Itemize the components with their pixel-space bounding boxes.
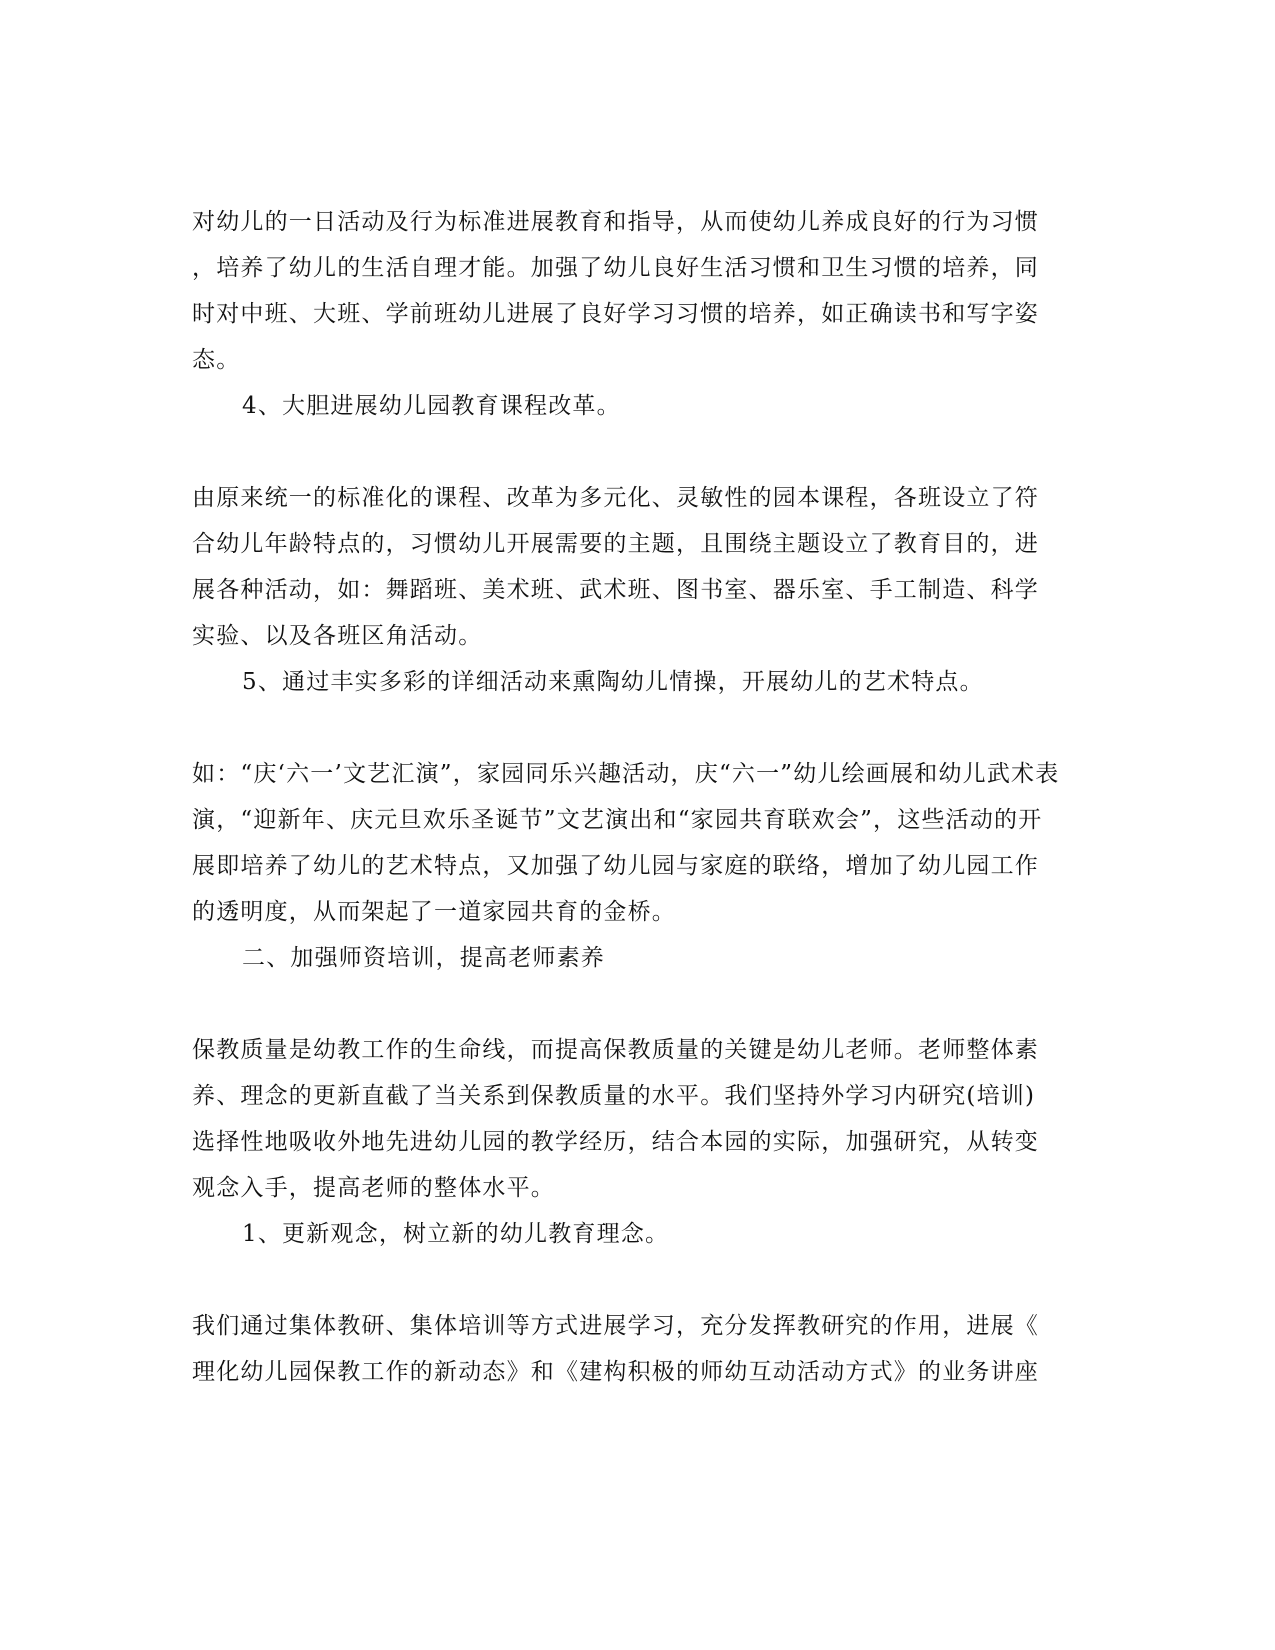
text-line: 如：“庆‘六一’文艺汇演”，家园同乐兴趣活动，庆“六一”幼儿绘画展和幼儿武术表 — [192, 761, 1060, 787]
text-line: 对幼儿的一日活动及行为标准进展教育和指导，从而使幼儿养成良好的行为习惯 — [192, 209, 1039, 235]
text-line: 保教质量是幼教工作的生命线，而提高保教质量的关键是幼儿老师。老师整体素 — [192, 1037, 1039, 1063]
text-line: 态。 — [192, 347, 241, 373]
text-line: 实验、以及各班区角活动。 — [192, 623, 483, 649]
text-line: 观念入手，提高老师的整体水平。 — [192, 1175, 555, 1201]
section-heading: 4、大胆进展幼儿园教育课程改革。 — [242, 393, 621, 419]
text-line: 的透明度，从而架起了一道家园共育的金桥。 — [192, 899, 676, 925]
text-line: 演，“迎新年、庆元旦欢乐圣诞节”文艺演出和“家园共育联欢会”，这些活动的开 — [192, 807, 1043, 833]
text-line: 时对中班、大班、学前班幼儿进展了良好学习习惯的培养，如正确读书和写字姿 — [192, 301, 1039, 327]
section-heading: 5、通过丰实多彩的详细活动来熏陶幼儿情操，开展幼儿的艺术特点。 — [242, 669, 984, 695]
text-line: ，培养了幼儿的生活自理才能。加强了幼儿良好生活习惯和卫生习惯的培养，同 — [192, 255, 1039, 281]
text-line: 合幼儿年龄特点的，习惯幼儿开展需要的主题，且围绕主题设立了教育目的，进 — [192, 531, 1039, 557]
text-line: 理化幼儿园保教工作的新动态》和《建构积极的师幼互动活动方式》的业务讲座 — [192, 1359, 1039, 1385]
text-line: 展即培养了幼儿的艺术特点，又加强了幼儿园与家庭的联络，增加了幼儿园工作 — [192, 853, 1039, 879]
text-line: 养、理念的更新直截了当关系到保教质量的水平。我们坚持外学习内研究(培训) — [192, 1083, 1036, 1109]
section-heading: 1、更新观念，树立新的幼儿教育理念。 — [242, 1221, 670, 1247]
text-line: 展各种活动，如：舞蹈班、美术班、武术班、图书室、器乐室、手工制造、科学 — [192, 577, 1039, 603]
text-line: 我们通过集体教研、集体培训等方式进展学习，充分发挥教研究的作用，进展《 — [192, 1313, 1039, 1339]
section-heading: 二、加强师资培训，提高老师素养 — [242, 945, 605, 971]
text-line: 选择性地吸收外地先进幼儿园的教学经历，结合本园的实际，加强研究，从转变 — [192, 1129, 1039, 1155]
text-line: 由原来统一的标准化的课程、改革为多元化、灵敏性的园本课程，各班设立了符 — [192, 485, 1039, 511]
